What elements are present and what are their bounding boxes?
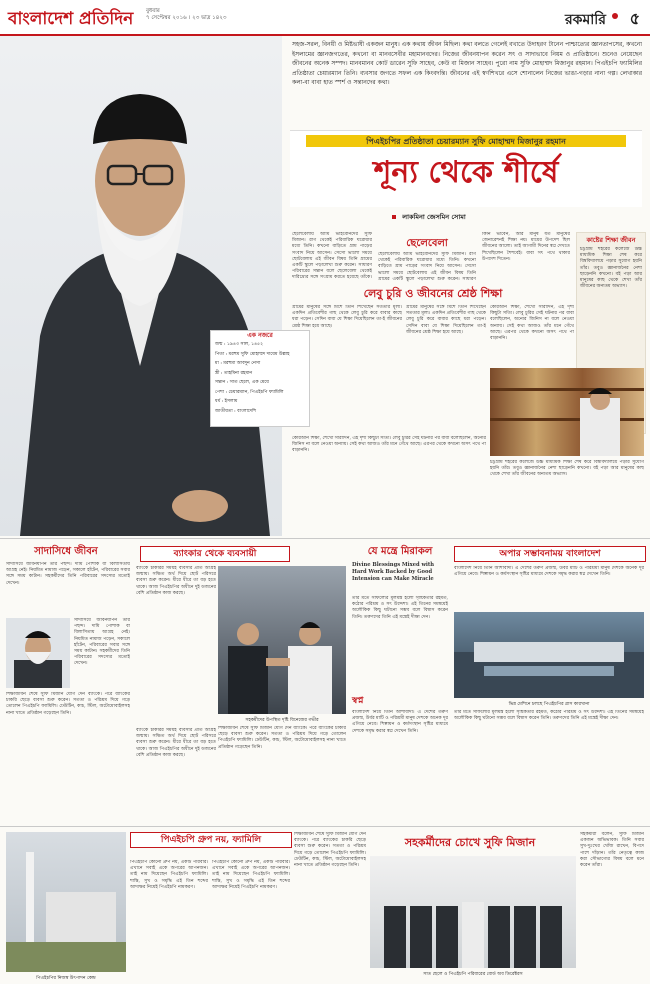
- col-c-text: কিনি ভাবেন, আর মানুষ যত মানুষের জেনারেশনই শিক্ষা নয়। মায়ের উপদেশ ছিল জীবনের আলো। তাই আগামী দিনের স্বপ্ন দেখতে শিখেছিলেন শৈশবেই। বাবা সৎ পথে থাকার উপদেশ দিতেন।: [482, 232, 570, 262]
- byline-name: লাকমিনা জেসমিন সোমা: [402, 213, 466, 221]
- headline-title: শূন্য থেকে শীর্ষে: [373, 155, 559, 190]
- heading-education: কাষ্টের শিক্ষা জীবন: [586, 236, 636, 244]
- heading-lemon: লেবু চুরি ও জীবনের শ্রেষ্ঠ শিক্ষা: [363, 287, 503, 300]
- portrait-illustration: [0, 36, 282, 536]
- bookshelf-illustration: [490, 368, 644, 456]
- glass-factory-illustration: [454, 612, 644, 698]
- family-photo: [370, 856, 576, 968]
- col-lemon-3: কোরআন শিক্ষা, শেখো সারাদিন, এই দৃশ্য কিছুটা সত্যি। লেবু চুরির সেই ঘটনার পর বাবা বলেছিলেন, অন্যের জিনিস না বলে নেওয়া অন্যায়। সেই কথা আজও তাঁর মনে গেঁথে আছে। এরপর থেকে কখনো অসৎ পথে পা বাড়াননি।: [490, 305, 574, 342]
- simple-life-text: সাদাসিধে জীবনযাপন তাঁর পছন্দ। দামি পোশাক বা বিলাসিতায় আগ্রহ নেই। নিয়মিত নামাজ পড়েন, সকালে হাঁটেন, পরিবারের সবার সঙ্গে সময় কাটান। সহকর্মীদের তিনি পরিবারের সদস্যের মতোই দেখেন।: [6, 562, 130, 586]
- dream-bd-text-2: তাঁর মতে সাফল্যের মূলমন্ত্র হলো সৃষ্টিকর্তার রহমত, কঠোর পরিশ্রম ও সৎ উদ্দেশ্য। এই তিনের সমন্বয়েই অলৌকিক কিছু ঘটানো সম্ভব বলে বিশ্বাস করেন তিনি। তরুণদের তিনি এই মন্ত্রেই দীক্ষা দেন।: [454, 710, 644, 722]
- hero-photo: [0, 36, 282, 536]
- profile-box: [210, 330, 310, 427]
- col-lemon-4: কোরআন শিক্ষা, শেখো সারাদিন, এই দৃশ্য কিছুটা সত্যি। লেবু চুরির সেই ঘটনার পর বাবা বলেছিলেন, অন্যের জিনিস না বলে নেওয়া অন্যায়। সেই কথা আজও তাঁর মনে গেঁথে আছে। এরপর থেকে কখনো অসৎ পথে পা বাড়াননি।: [292, 436, 486, 454]
- headline-kicker: পিএইচপির প্রতিষ্ঠাতা চেয়ারম্যান সুফি মোহাম্মদ মিজানুর রহমান: [306, 135, 626, 147]
- heading-dream: স্বপ্ন: [352, 696, 364, 706]
- heading-dream-bd: অপার সম্ভাবনাময় বাংলাদেশ: [454, 546, 646, 562]
- simple-life-photo: [6, 618, 70, 688]
- bank-text-2: ব্যাংকে চাকরির সময়ই ব্যবসার প্রতি আগ্রহ জন্মায়। সঞ্চিত অর্থ দিয়ে ছোট পরিসরে ব্যবসা শুরু করেন। ধীরে ধীরে তা বড় হতে থাকে। আজ পিএইচপির অধীনে দুই ডজনের বেশি প্রতিষ্ঠান কাজ করছে।: [136, 728, 216, 758]
- col-lemon-2: গ্রামের মানুষের সঙ্গে মিশে তিনি শিখেছেন সততার মূল্য। একদিন প্রতিবেশীর গাছ থেকে লেবু চুরি করে বাবার কাছে ধরা পড়েন। সেদিন বাবা যে শিক্ষা দিয়েছিলেন তা-ই জীবনের শ্রেষ্ঠ শিক্ষা হয়ে আছে।: [406, 305, 486, 335]
- col-a-text: ছেলেবেলায় আমি ভাইবোনদের সুফি মিজান। রাগ থেকেই পরিবারিক ঘরোয়ার মধ্যে তিনি। কখনো বাড়িতে গ্রাম পাড়ের সংবাদ নিয়ে আসেন। সেসো ভালো সময়ে ছোটবেলায় এই জীবন বিষয় তিনি গ্রামের একটি স্কুলে পড়ালেখা শুরু করেন। সাধারণ পরিবারের সন্তান বলে ছেলেবেলা থেকেই দারিদ্র্যের সঙ্গে সংগ্রাম করতে হয়েছে তাঁকে।: [292, 232, 372, 280]
- issue-day: বুধবার: [146, 8, 160, 14]
- colleagues-text: সহকর্মীরা বলেন, সুফি মিজান একজন অভিভাবক। তিনি সবার সুখ-দুঃখের খোঁজ রাখেন, বিপদে পাশে দাঁড়ান। তাঁর নেতৃত্বে কাজ করা সৌভাগ্যের বিষয় বলে মনে করেন তাঁরা।: [580, 832, 644, 869]
- heading-mantra: যে মন্ত্রে মিরাকল: [367, 546, 433, 557]
- heading-bank: ব্যাংকার থেকে ব্যবসায়ী: [140, 546, 290, 562]
- profile-title: এক নজরে: [247, 332, 273, 339]
- newspaper-masthead: বাংলাদেশ প্রতিদিন: [8, 9, 134, 29]
- bank-photo: [218, 566, 346, 714]
- profile-row: পেশা : চেয়ারম্যান, পিএইচপি ফ্যামিলি: [215, 389, 284, 395]
- caption-plant: পিএইচপির নিজস্ব উৎপাদন কেন্দ্র: [36, 976, 96, 981]
- plant-photo: [6, 832, 126, 972]
- simple-life-text-3: শিক্ষাজীবন শেষে সুফি মিজান যোগ দেন ব্যাংকে। পরে ব্যাংকের চাকরি ছেড়ে ব্যবসা শুরু করেন। সততা ও পরিশ্রম দিয়ে গড়ে তোলেন পিএইচপি ফ্যামিলি। ঢেউটিন, কাচ, স্টিল, অটোমোবাইলসহ নানা খাতে প্রতিষ্ঠান গড়েছেন তিনি।: [6, 692, 130, 716]
- industrial-plant-illustration: [6, 832, 126, 972]
- group-portrait-illustration: [370, 856, 576, 968]
- heading-childhood: ছেলেবেলা: [406, 238, 448, 249]
- php-group-text-1: পিএইচপি কোনো গ্রুপ নয়, একটি পরিবার। এখানে সবাই একে অপরের আপনজন। তাই নাম দিয়েছেন পিএইচপি ফ্যামিলি। শান্তি, সুখ ও সমৃদ্ধি এই তিন শব্দের আদ্যক্ষর নিয়েই পিএইচপি নামকরণ।: [130, 860, 208, 890]
- profile-row: পিতা : মরহুম সুফি মোহাম্মদ দায়েম উল্লাহ: [215, 351, 290, 357]
- section-title: রকমারি: [564, 12, 606, 28]
- dream-text: বাংলাদেশ নিয়ে তিনি আশাবাদী। এ দেশের তরুণ প্রজন্ম, উর্বর মাটি ও পরিশ্রমী মানুষ দেশকে অনেক দূর এগিয়ে নেবে। শিল্পায়ন ও কর্মসংস্থান সৃষ্টির মাধ্যমে দেশকে সমৃদ্ধ করার স্বপ্ন দেখেন তিনি।: [352, 710, 448, 734]
- bookshelf-photo: [490, 368, 644, 456]
- profile-row: মা : মরহুমা আবদুন নেসা: [215, 361, 261, 366]
- ceremony-illustration: [218, 566, 346, 714]
- factory-photo: [454, 612, 644, 698]
- bank-text-1: ব্যাংকে চাকরির সময়ই ব্যবসার প্রতি আগ্রহ জন্মায়। সঞ্চিত অর্থ দিয়ে ছোট পরিসরে ব্যবসা শুরু করেন। ধীরে ধীরে তা বড় হতে থাকে। আজ পিএইচপির অধীনে দুই ডজনের বেশি প্রতিষ্ঠান কাজ করছে।: [136, 566, 216, 596]
- caption-factory: ভিন্ন মেশিনে চলছে পিএইচপির গ্লাস কারখানা: [508, 702, 590, 707]
- profile-row: জাতীয়তা : বাংলাদেশি: [215, 408, 257, 414]
- section-divider-2: [0, 826, 650, 827]
- profile-row: সন্তান : সাত ছেলে, এক মেয়ে: [215, 380, 269, 385]
- portrait-small: [6, 618, 70, 688]
- issue-date-text: ৭ সেপ্টেম্বর ২০১৬ । ২৩ ভাদ্র ১৪২৩: [146, 15, 227, 21]
- byline: [392, 212, 592, 223]
- col-lemon-5: চট্টগ্রাম শহরের কলেজে উচ্চ মাধ্যমিক শিক্ষা শেষ করে বিশ্ববিদ্যালয়ে পড়ার সুযোগ হয়নি তাঁর। তবুও জ্ঞানার্জনের নেশা ছাড়েননি কখনো। বই পড়া আর মানুষের কাছ থেকে শেখা তাঁর জীবনের অন্যতম অভ্যাস।: [490, 460, 644, 478]
- intro-paragraph: সহজ-সরল, বিনয়ী ও মিষ্টভাষী একজন মানুষ। এক কথায় জীবন মিছিল। কথা বলতে গেলেই বখাতে উদাহরণ টানেন পাশ্চাত্যের জ্ঞানতাপসের, কখনো ইসলামের জ্ঞানজগতের, কখনো বা মানবসেবীর মহামানবদের। নিজের জীবনযাপন করেন সৎ ও সাদাভাবে নিয়ম ও প্রাতিষ্ঠানে। শুনেও নেয়েছেন জীবনের অনেক সম্পদ। মানবমানব কোট ডারেন সুফি সাহেব, কেউ বা মিজান সাহেব। পুরো নাম সুফি মোহাম্মদ মিজানুর রহমান। পিএইচপি ফ্যামিলির প্রতিষ্ঠাতা চেয়ারম্যান তিনি। ব্যবসার জগতে সফল এক কিংবদন্তি। জীবনের এই স্বর্ণশিখরে এসে শোনালেন নিজের ভাঙা-গড়ার নানা গল্প। লেখাকার কলা-বা বাবা হাত স্পর্শ ও সন্তানদের কথা।: [292, 41, 642, 86]
- bank-text-3: শিক্ষাজীবন শেষে সুফি মিজান যোগ দেন ব্যাংকে। পরে ব্যাংকের চাকরি ছেড়ে ব্যবসা শুরু করেন। সততা ও পরিশ্রম দিয়ে গড়ে তোলেন পিএইচপি ফ্যামিলি। ঢেউটিন, কাচ, স্টিল, অটোমোবাইলসহ নানা খাতে প্রতিষ্ঠান গড়েছেন তিনি।: [218, 726, 346, 750]
- page-header: [0, 0, 650, 36]
- caption-ceremony: সহকর্মীদের উপস্থিত দৃষ্টি বিনেজের গভীর: [245, 718, 319, 723]
- dream-bd-text: বাংলাদেশ নিয়ে তিনি আশাবাদী। এ দেশের তরুণ প্রজন্ম, উর্বর মাটি ও পরিশ্রমী মানুষ দেশকে অনেক দূর এগিয়ে নেবে। শিল্পায়ন ও কর্মসংস্থান সৃষ্টির মাধ্যমে দেশকে সমৃদ্ধ করার স্বপ্ন দেখেন তিনি।: [454, 566, 644, 578]
- education-text: চট্টগ্রাম শহরের কলেজে উচ্চ মাধ্যমিক শিক্ষা শেষ করে বিশ্ববিদ্যালয়ে পড়ার সুযোগ হয়নি তাঁর। তবুও জ্ঞানার্জনের নেশা ছাড়েননি কখনো। বই পড়া আর মানুষের কাছ থেকে শেখা তাঁর জীবনের অন্যতম অভ্যাস।: [580, 247, 642, 290]
- simple-life-text-2: সাদাসিধে জীবনযাপন তাঁর পছন্দ। দামি পোশাক বা বিলাসিতায় আগ্রহ নেই। নিয়মিত নামাজ পড়েন, সকালে হাঁটেন, পরিবারের সবার সঙ্গে সময় কাটান। সহকর্মীদের তিনি পরিবারের সদস্যের মতোই দেখেন।: [74, 618, 130, 667]
- byline-square-icon: [392, 215, 396, 219]
- mantra-subtitle: Divine Blessings Mixed with Hard Work Backed by Good Intension can Make Miracle: [352, 562, 435, 582]
- profile-row: ধর্ম : ইসলাম: [215, 399, 238, 404]
- col-lemon-1: গ্রামের মানুষের সঙ্গে মিশে তিনি শিখেছেন সততার মূল্য। একদিন প্রতিবেশীর গাছ থেকে লেবু চুরি করে বাবার কাছে ধরা পড়েন। সেদিন বাবা যে শিক্ষা দিয়েছিলেন তা-ই জীবনের শ্রেষ্ঠ শিক্ষা হয়ে আছে।: [292, 305, 402, 329]
- page-number: ৫: [629, 9, 640, 28]
- php-group-text-2: পিএইচপি কোনো গ্রুপ নয়, একটি পরিবার। এখানে সবাই একে অপরের আপনজন। তাই নাম দিয়েছেন পিএইচপি ফ্যামিলি। শান্তি, সুখ ও সমৃদ্ধি এই তিন শব্দের আদ্যক্ষর নিয়েই পিএইচপি নামকরণ।: [212, 860, 290, 890]
- heading-colleagues: সহকর্মীদের চোখে সুফি মিজান: [404, 836, 536, 849]
- caption-family: সাত ছেলে ও পিএইচপি পরিবারের বোর্ড অব ডিরেক্টরস: [423, 972, 523, 977]
- profile-row: জন্ম : ১৯৪৩ সাল, ১৪৫২: [215, 342, 264, 347]
- heading-php-group: পিএইচপি গ্রুপ নয়, ফ্যামিলি: [130, 832, 292, 848]
- mantra-text: তাঁর মতে সাফল্যের মূলমন্ত্র হলো সৃষ্টিকর্তার রহমত, কঠোর পরিশ্রম ও সৎ উদ্দেশ্য। এই তিনের সমন্বয়েই অলৌকিক কিছু ঘটানো সম্ভব বলে বিশ্বাস করেন তিনি। তরুণদের তিনি এই মন্ত্রেই দীক্ষা দেন।: [352, 596, 448, 620]
- profile-row: স্ত্রী : তাহমিনা রহমান: [215, 370, 253, 376]
- section-divider: [0, 538, 650, 539]
- issue-date: [146, 8, 226, 22]
- php-group-text-3: শিক্ষাজীবন শেষে সুফি মিজান যোগ দেন ব্যাংকে। পরে ব্যাংকের চাকরি ছেড়ে ব্যবসা শুরু করেন। সততা ও পরিশ্রম দিয়ে গড়ে তোলেন পিএইচপি ফ্যামিলি। ঢেউটিন, কাচ, স্টিল, অটোমোবাইলসহ নানা খাতে প্রতিষ্ঠান গড়েছেন তিনি।: [294, 832, 366, 869]
- heading-simple-life: সাদাসিধে জীবন: [34, 546, 98, 557]
- headline-banner: [290, 130, 642, 207]
- col-b-text: ছেলেবেলায় আমি ভাইবোনদের সুফি মিজান। রাগ থেকেই পরিবারিক ঘরোয়ার মধ্যে তিনি। কখনো বাড়িতে গ্রাম পাড়ের সংবাদ নিয়ে আসেন। সেসো ভালো সময়ে ছোটবেলায় এই জীবন বিষয় তিনি গ্রামের একটি স্কুলে পড়ালেখা শুরু করেন। সাধারণ: [378, 252, 476, 282]
- section-dot-icon: [612, 13, 618, 19]
